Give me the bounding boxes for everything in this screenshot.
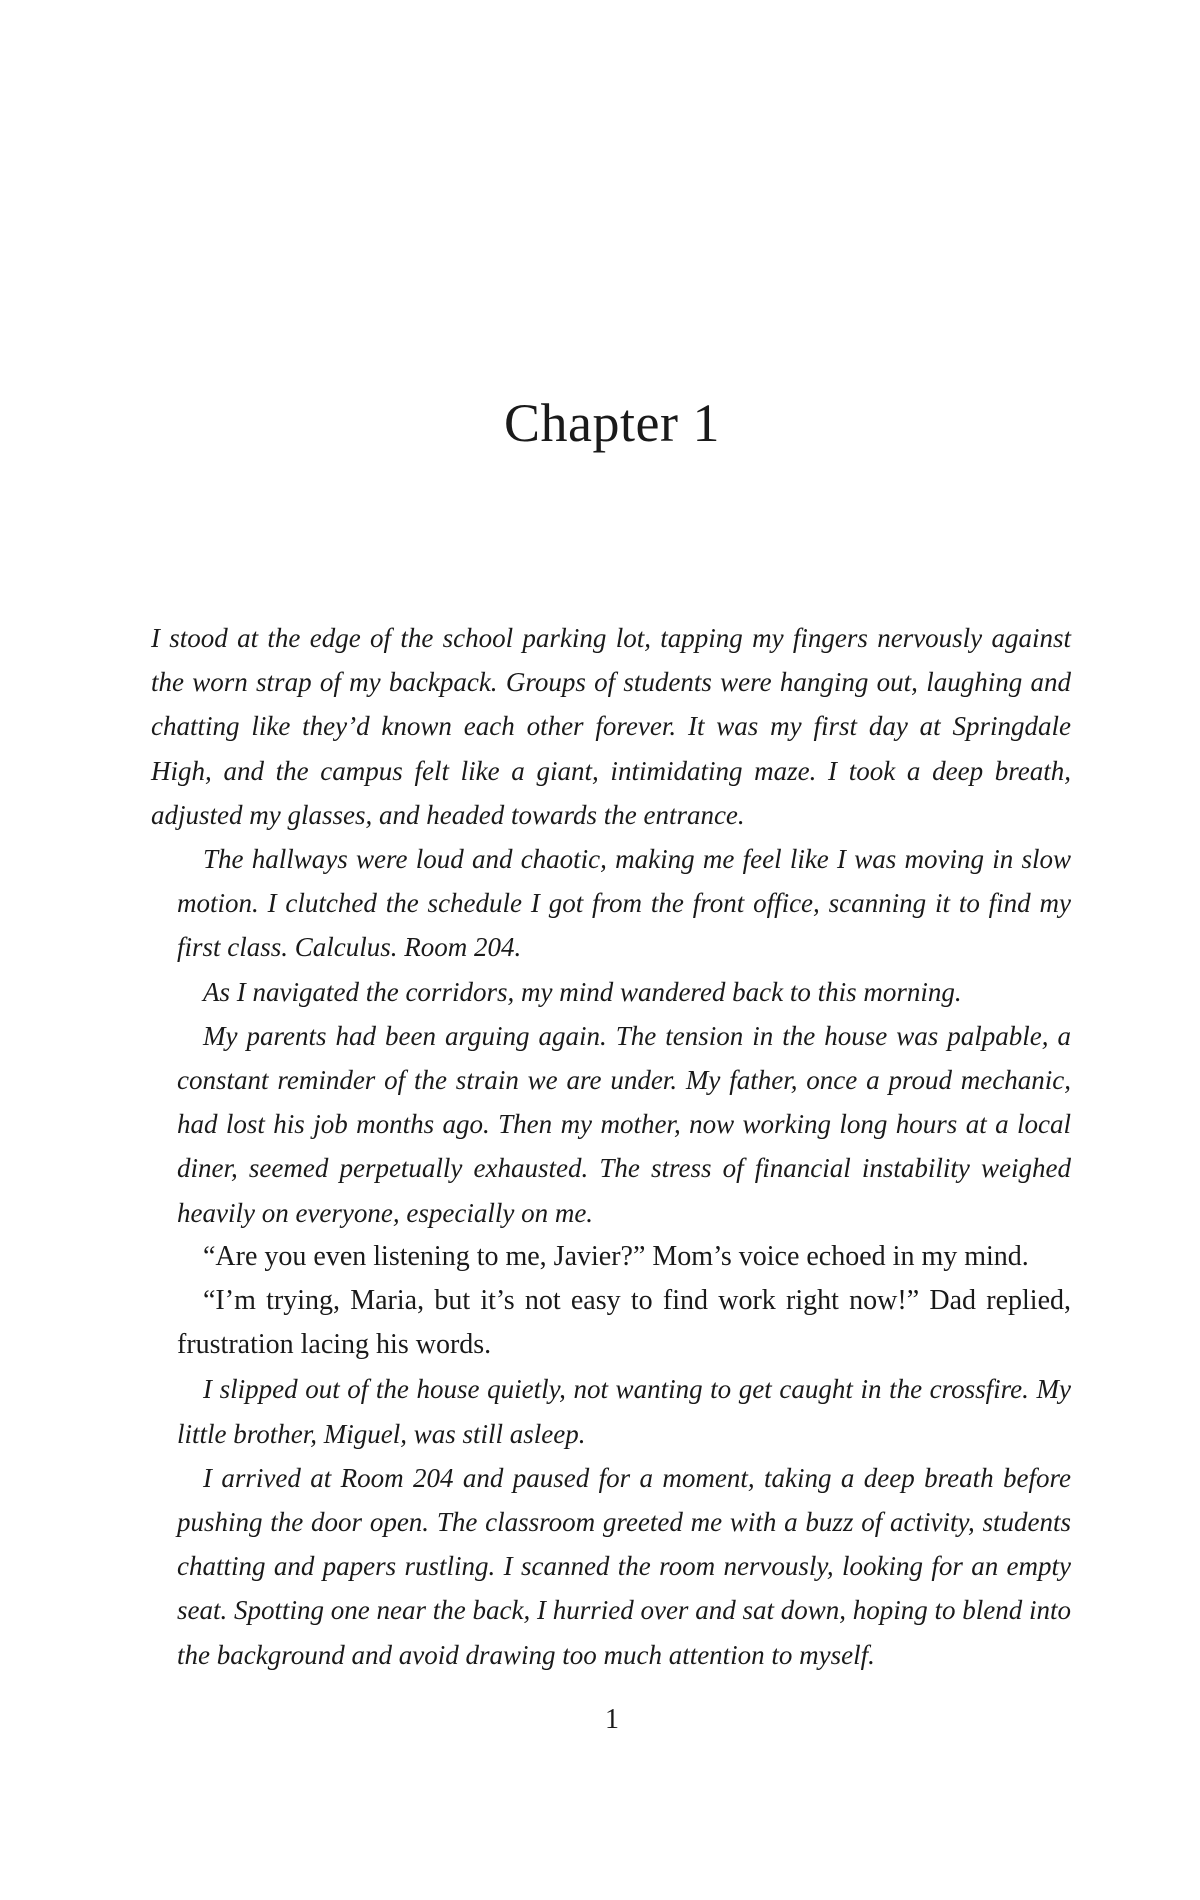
- text-line: constant reminder of the strain we are under. My father, once a proud mechanic,: [177, 1065, 1071, 1096]
- text-line: diner, seemed perpetually exhausted. The stress of financial instability weighed: [177, 1153, 1071, 1184]
- text-line: chatting and papers rustling. I scanned the room nervously, looking for an empty: [177, 1551, 1071, 1582]
- text-line: I slipped out of the house quietly, not wanting to get caught in the crossfire. My: [203, 1374, 1071, 1405]
- text-line: I arrived at Room 204 and paused for a moment, taking a deep breath before: [203, 1462, 1071, 1493]
- text-line: pushing the door open. The classroom greeted me with a buzz of activity, students: [177, 1507, 1071, 1538]
- chapter-title: Chapter 1: [504, 393, 720, 453]
- text-line: My parents had been arguing again. The tension in the house was palpable, a: [203, 1020, 1071, 1051]
- text-line: frustration lacing his words.: [177, 1329, 492, 1361]
- text-line: motion. I clutched the schedule I got from the front office, scanning it to find my: [177, 888, 1071, 919]
- text-line: seat. Spotting one near the back, I hurried over and sat down, hoping to blend into: [177, 1595, 1071, 1626]
- paragraph: [151, 1367, 1071, 1455]
- text-line: “I’m trying, Maria, but it’s not easy to find work right now!” Dad replied,: [203, 1285, 1071, 1317]
- chapter-body: [151, 616, 1071, 1677]
- text-line: High, and the campus felt like a giant, intimidating maze. I took a deep breath,: [151, 755, 1071, 786]
- text-line: had lost his job months ago. Then my mother, now working long hours at a local: [177, 1109, 1071, 1140]
- dialogue-paragraph: [151, 1279, 1071, 1367]
- paragraph: [151, 970, 1071, 1014]
- text-line: adjusted my glasses, and headed towards the entrance.: [151, 799, 745, 830]
- text-line: little brother, Miguel, was still asleep.: [177, 1418, 586, 1449]
- dialogue-paragraph: [151, 1235, 1071, 1279]
- paragraph: [151, 837, 1071, 970]
- paragraph: [151, 616, 1071, 837]
- text-line: first class. Calculus. Room 204.: [177, 932, 522, 963]
- paragraph: [151, 1014, 1071, 1235]
- text-line: heavily on everyone, especially on me.: [177, 1197, 594, 1228]
- text-line: As I navigated the corridors, my mind wandered back to this morning.: [203, 976, 962, 1007]
- text-line: “Are you even listening to me, Javier?” Mom’s voice echoed in my mind.: [203, 1240, 1029, 1272]
- text-line: chatting like they’d known each other forever. It was my first day at Springdale: [151, 711, 1071, 742]
- paragraph: [151, 1456, 1071, 1677]
- text-line: the background and avoid drawing too much attention to myself.: [177, 1639, 875, 1670]
- text-line: The hallways were loud and chaotic, making me feel like I was moving in slow: [203, 844, 1071, 875]
- text-line: I stood at the edge of the school parking lot, tapping my fingers nervously against: [151, 623, 1071, 653]
- text-line: the worn strap of my backpack. Groups of students were hanging out, laughing and: [151, 667, 1071, 698]
- page-number: 1: [605, 1704, 619, 1735]
